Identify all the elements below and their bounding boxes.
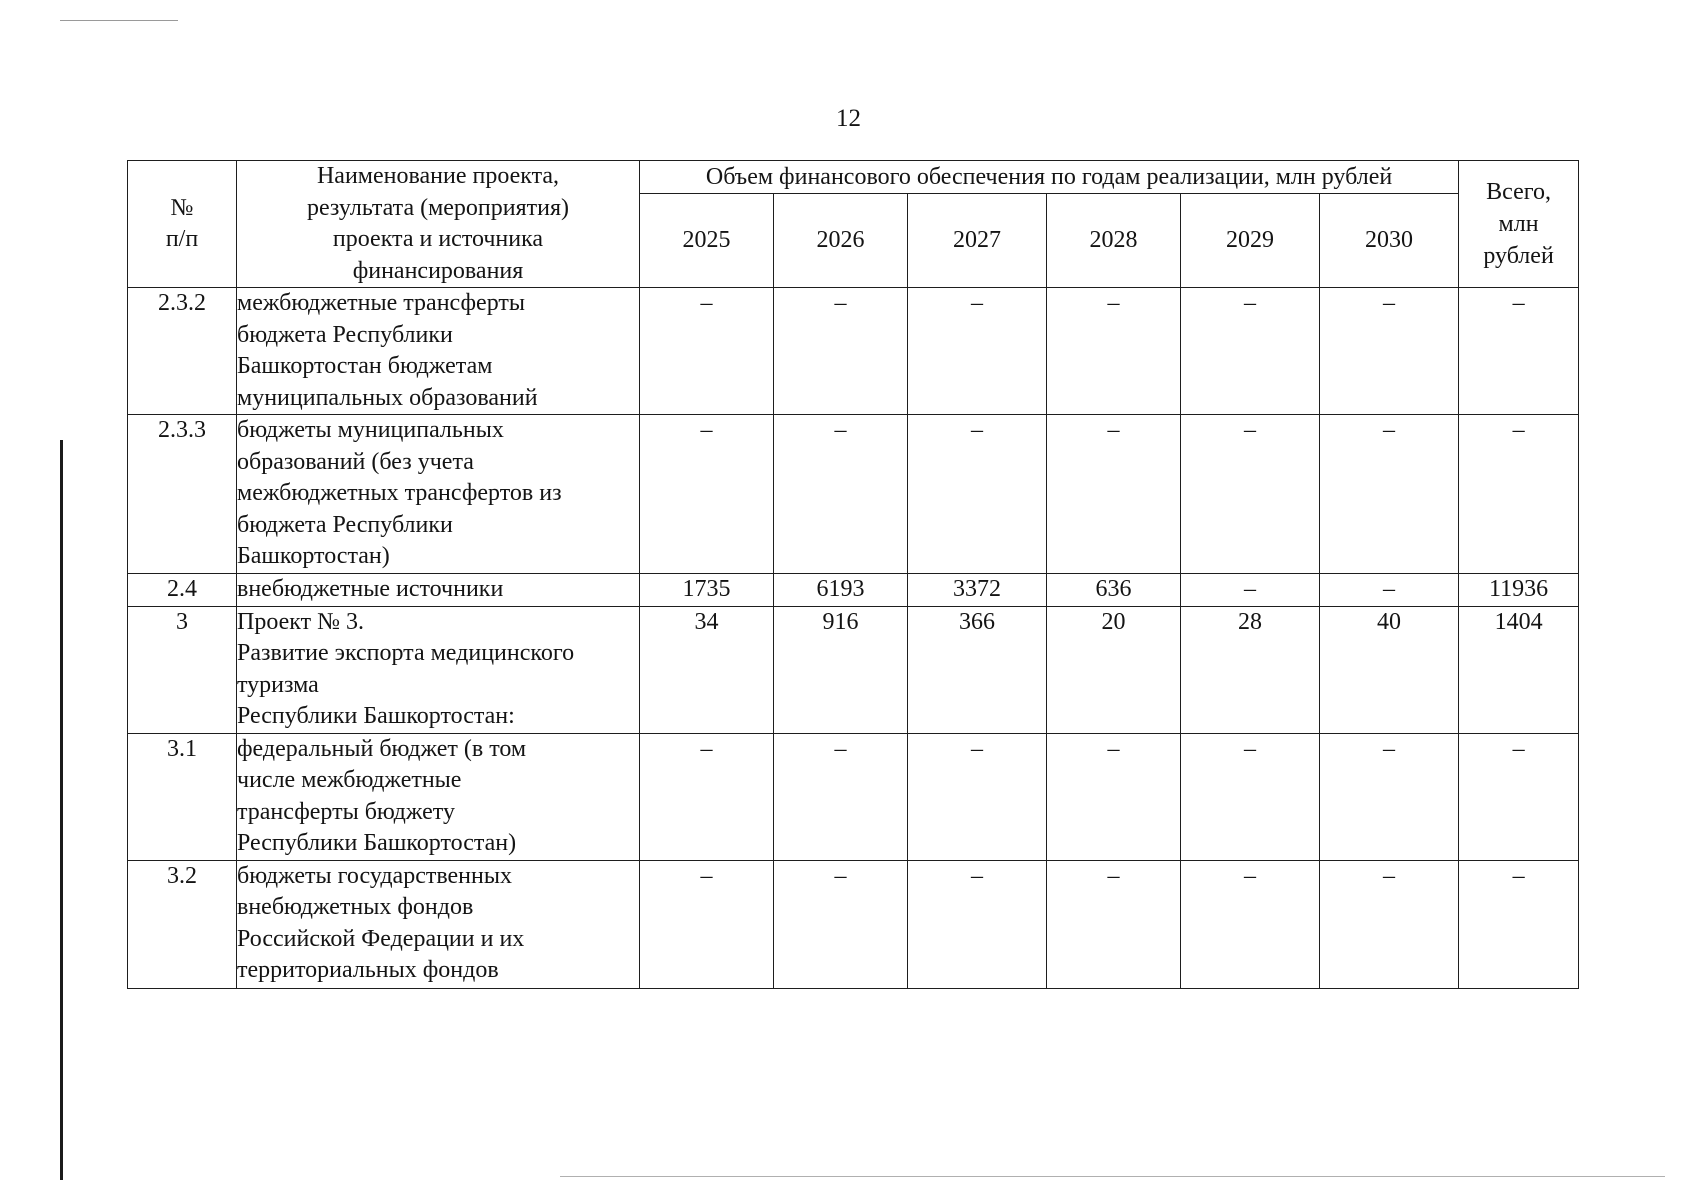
header-year-2026: 2026: [774, 194, 908, 288]
header-year-2028: 2028: [1047, 194, 1181, 288]
value-2029: 28: [1181, 606, 1320, 733]
row-name: межбюджетные трансферты бюджета Республики Башкортостан бюджетам муниципальных образований: [237, 288, 640, 415]
value-2028: 20: [1047, 606, 1181, 733]
value-2025: 1735: [640, 573, 774, 606]
table-body: [128, 288, 1579, 989]
scan-artifact-bottom: [560, 1176, 1665, 1177]
row-number: 2.4: [128, 573, 237, 606]
value-2026: –: [774, 733, 908, 860]
row-name: внебюджетные источники: [237, 573, 640, 606]
value-2027: –: [908, 415, 1047, 574]
row-name: Проект № 3. Развитие экспорта медицинского туризма Республики Башкортостан:: [237, 606, 640, 733]
value-2030: –: [1320, 860, 1459, 988]
value-2030: –: [1320, 415, 1459, 574]
value-2026: –: [774, 860, 908, 988]
row-number: 3.1: [128, 733, 237, 860]
table-header: [128, 161, 1579, 288]
value-total: –: [1459, 860, 1579, 988]
row-name: бюджеты государственных внебюджетных фондов Российской Федерации и их территориальных фондов: [237, 860, 640, 988]
header-year-2030: 2030: [1320, 194, 1459, 288]
value-total: 11936: [1459, 573, 1579, 606]
value-2026: 6193: [774, 573, 908, 606]
header-number: № п/п: [128, 161, 237, 288]
value-2028: –: [1047, 860, 1181, 988]
table-row: [128, 860, 1579, 988]
header-year-2029: 2029: [1181, 194, 1320, 288]
row-name: бюджеты муниципальных образований (без учета межбюджетных трансфертов из бюджета Республики Башкортостан): [237, 415, 640, 574]
value-2026: 916: [774, 606, 908, 733]
value-2027: –: [908, 288, 1047, 415]
value-2029: –: [1181, 573, 1320, 606]
row-number: 3: [128, 606, 237, 733]
value-2025: –: [640, 288, 774, 415]
value-2028: –: [1047, 415, 1181, 574]
value-total: –: [1459, 288, 1579, 415]
value-2030: –: [1320, 733, 1459, 860]
row-number: 2.3.3: [128, 415, 237, 574]
header-year-2027: 2027: [908, 194, 1047, 288]
financing-table: [127, 160, 1579, 989]
value-2028: –: [1047, 733, 1181, 860]
row-name: федеральный бюджет (в том числе межбюджетные трансферты бюджету Республики Башкортостан): [237, 733, 640, 860]
scan-artifact-top: [60, 20, 178, 21]
value-2027: –: [908, 733, 1047, 860]
page-number: 12: [836, 105, 861, 132]
value-2025: –: [640, 415, 774, 574]
value-total: –: [1459, 733, 1579, 860]
value-2029: –: [1181, 288, 1320, 415]
scan-artifact-left-edge: [60, 440, 63, 1180]
table-row: [128, 415, 1579, 574]
value-2026: –: [774, 288, 908, 415]
value-2030: 40: [1320, 606, 1459, 733]
value-2027: 366: [908, 606, 1047, 733]
value-2028: –: [1047, 288, 1181, 415]
value-2029: –: [1181, 415, 1320, 574]
value-2030: –: [1320, 573, 1459, 606]
value-2029: –: [1181, 733, 1320, 860]
header-year-2025: 2025: [640, 194, 774, 288]
value-2026: –: [774, 415, 908, 574]
header-name: Наименование проекта, результата (мероприятия) проекта и источника финансирования: [237, 161, 640, 288]
value-2027: –: [908, 860, 1047, 988]
table-row: [128, 606, 1579, 733]
value-2029: –: [1181, 860, 1320, 988]
header-total: Всего, млн рублей: [1459, 161, 1579, 288]
value-2025: –: [640, 860, 774, 988]
value-total: –: [1459, 415, 1579, 574]
value-2028: 636: [1047, 573, 1181, 606]
value-2025: 34: [640, 606, 774, 733]
row-number: 2.3.2: [128, 288, 237, 415]
value-2027: 3372: [908, 573, 1047, 606]
value-2030: –: [1320, 288, 1459, 415]
value-2025: –: [640, 733, 774, 860]
header-funding-by-year: Объем финансового обеспечения по годам реализации, млн рублей: [640, 161, 1459, 194]
row-number: 3.2: [128, 860, 237, 988]
value-total: 1404: [1459, 606, 1579, 733]
table-row: [128, 573, 1579, 606]
table-row: [128, 733, 1579, 860]
table-row: [128, 288, 1579, 415]
